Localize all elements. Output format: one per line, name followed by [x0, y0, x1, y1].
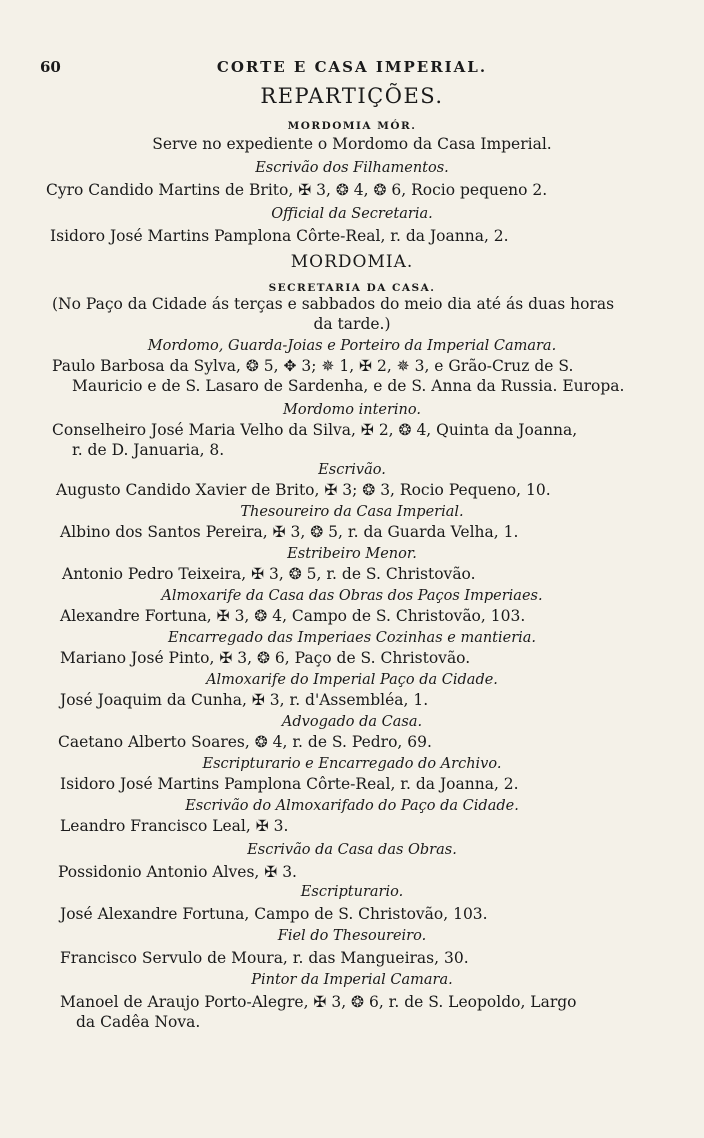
- role-heading: Advogado da Casa.: [281, 714, 423, 730]
- role-heading: Escrivão.: [318, 462, 386, 478]
- subsection-secretaria: SECRETARIA DA CASA.: [268, 282, 436, 294]
- entry-line: Mariano José Pinto, ✠ 3, ❂ 6, Paço de S. Christovão.: [60, 649, 471, 667]
- entry-line: Antonio Pedro Teixeira, ✠ 3, ❂ 5, r. de S. Christovão.: [62, 565, 476, 583]
- page-number: 60: [40, 58, 61, 76]
- entry-line: r. de D. Januaria, 8.: [72, 441, 225, 459]
- role-heading: Escripturario.: [300, 884, 404, 900]
- entry-line: Isidoro José Martins Pamplona Côrte-Real, r. da Joanna, 2.: [50, 227, 509, 245]
- entry-line: Augusto Candido Xavier de Brito, ✠ 3; ❂ 3, Rocio Pequeno, 10.: [56, 481, 551, 499]
- entry-line: Leandro Francisco Leal, ✠ 3.: [60, 817, 289, 835]
- entry-line: Mauricio e de S. Lasaro de Sardenha, e de S. Anna da Russia. Europa.: [72, 377, 625, 395]
- entry-line: Isidoro José Martins Pamplona Côrte-Real, r. da Joanna, 2.: [60, 775, 519, 793]
- entry-line: Albino dos Santos Pereira, ✠ 3, ❂ 5, r. da Guarda Velha, 1.: [60, 523, 519, 541]
- role-heading: Escrivão dos Filhamentos.: [255, 160, 449, 176]
- entry-line: Cyro Candido Martins de Brito, ✠ 3, ❂ 4, ❂ 6, Rocio pequeno 2.: [46, 181, 548, 199]
- entry-line: Alexandre Fortuna, ✠ 3, ❂ 4, Campo de S. Christovão, 103.: [60, 607, 526, 625]
- subsection-mordomia-mor: MORDOMIA MÓR.: [287, 120, 417, 132]
- role-heading: Escripturario e Encarregado do Archivo.: [202, 756, 502, 772]
- entry-line: Possidonio Antonio Alves, ✠ 3.: [58, 863, 297, 881]
- section-title: REPARTIÇÕES.: [260, 84, 444, 108]
- running-title: CORTE E CASA IMPERIAL.: [216, 58, 488, 76]
- role-heading: Almoxarife do Imperial Paço da Cidade.: [206, 672, 498, 688]
- role-heading: Almoxarife da Casa das Obras dos Paços Imperiaes.: [161, 588, 543, 604]
- role-heading: Official da Secretaria.: [271, 206, 433, 222]
- intro-text: (No Paço da Cidade ás terças e sabbados do meio dia até ás duas horas: [52, 295, 615, 313]
- entry-line: Manoel de Araujo Porto-Alegre, ✠ 3, ❂ 6, r. de S. Leopoldo, Largo: [60, 993, 577, 1011]
- entry-line: Paulo Barbosa da Sylva, ❂ 5, ✥ 3; ✵ 1, ✠ 2, ✵ 3, e Grão-Cruz de S.: [52, 357, 574, 375]
- entry-line: José Alexandre Fortuna, Campo de S. Christovão, 103.: [60, 905, 488, 923]
- role-heading: Pintor da Imperial Camara.: [251, 972, 453, 988]
- subsection-mordomia: MORDOMIA.: [290, 252, 414, 272]
- entry-line: Caetano Alberto Soares, ❂ 4, r. de S. Pedro, 69.: [58, 733, 432, 751]
- role-heading: Escrivão do Almoxarifado do Paço da Cidade.: [185, 798, 519, 814]
- entry-line: Conselheiro José Maria Velho da Silva, ✠ 2, ❂ 4, Quinta da Joanna,: [52, 421, 578, 439]
- role-heading: Mordomo, Guarda-Joias e Porteiro da Imperial Camara.: [147, 338, 557, 354]
- entry-line: da Cadêa Nova.: [76, 1013, 201, 1031]
- entry-line: Francisco Servulo de Moura, r. das Mangueiras, 30.: [60, 949, 469, 967]
- role-heading: Mordomo interino.: [283, 402, 421, 418]
- role-heading: Fiel do Thesoureiro.: [277, 928, 427, 944]
- role-heading: Encarregado das Imperiaes Cozinhas e mantieria.: [167, 630, 537, 646]
- intro-text: Serve no expediente o Mordomo da Casa Imperial.: [152, 135, 552, 153]
- role-heading: Escrivão da Casa das Obras.: [247, 842, 457, 858]
- intro-text: da tarde.): [313, 315, 391, 333]
- role-heading: Estribeiro Menor.: [287, 546, 417, 562]
- role-heading: Thesoureiro da Casa Imperial.: [240, 504, 464, 520]
- entry-line: José Joaquim da Cunha, ✠ 3, r. d'Assembléa, 1.: [60, 691, 429, 709]
